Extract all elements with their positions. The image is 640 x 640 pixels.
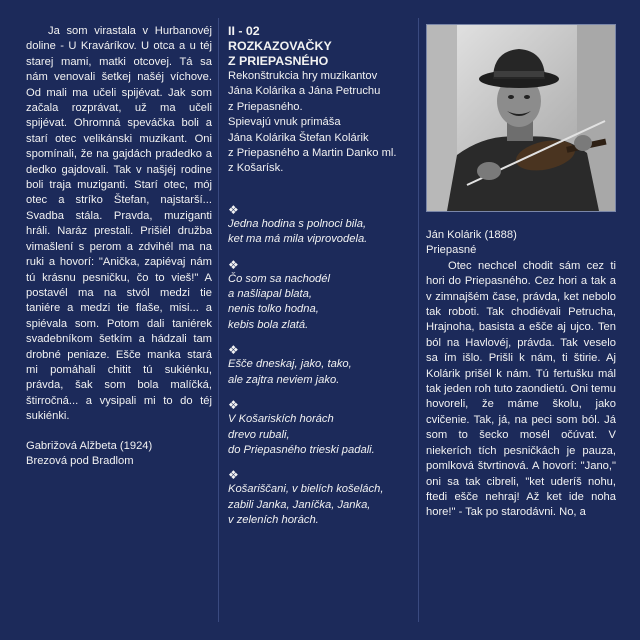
right-story: Otec nechcel chodit sám cez ti hori do Priepasného. Cez hori a tak a v zimnajšém čase, právda, ket nebolo tak roboti. Tak chodiévali Petrucha, Hrajnoha, basista a ešče aj ujco. Ten ból na Havlovéj, právda. Tak veselo sa ím išlo. Prišli k nám, ti štirie. Aj Kolárik prišél k nám. Tú fertušku mál tak jeden roh tuto zaondietú. Oni temu hovoreli, že máme školu, jako cvičenie. Tak, já, na peci som ból. Já som to šecko mosél očúvat. V niekerích tích pesničkách je pauza, pomlková štvrtinová. A hovorí: "Jano," oni sa tak cibreli, "ket uderíš nohu, ftedi ešče nehraj! Až ket ide noha hore!" - Tak po starodávni. No, a [426, 259, 616, 519]
verse-line: Košariščani, v bielích košelách, [228, 483, 384, 496]
description-line: Rekonštrukcia hry muzikantov [228, 70, 378, 82]
caption-name: Ján Kolárik (1888) [426, 229, 517, 241]
track-title-line1: ROZKAZOVAČKY [228, 39, 332, 53]
verse-line: Ešče dneskaj, jako, tako, [228, 358, 352, 371]
description-line: z Priepasného. [228, 100, 303, 113]
left-column [26, 24, 212, 469]
diamond-icon: ❖ [228, 398, 239, 413]
description-line: z Košarísk. [228, 162, 284, 175]
verse-line: Čo som sa nachodél [228, 272, 330, 285]
middle-column [228, 24, 412, 529]
verse-line: drevo rubali, [228, 428, 290, 441]
verse-1 [228, 217, 412, 248]
right-column [426, 24, 616, 521]
diamond-icon: ❖ [228, 468, 239, 483]
description-line: Spievajú vnuk primáša [228, 116, 341, 129]
signature-place: Brezová pod Bradlom [26, 454, 134, 467]
track-description [228, 69, 412, 177]
verse-line: kebis bola zlatá. [228, 318, 309, 331]
verse-5 [228, 482, 412, 528]
verse-3 [228, 357, 412, 388]
track-title-line2: Z PRIEPASNÉHO [228, 54, 329, 68]
track-id: II - 02 [228, 24, 260, 38]
column-divider-left [218, 18, 219, 622]
description-line: z Priepasného a Martin Danko ml. [228, 147, 397, 160]
verse-line: zabili Janka, Janíčka, Janka, [228, 498, 371, 511]
diamond-icon: ❖ [228, 257, 239, 272]
verse-line: v zeleních horách. [228, 514, 319, 527]
description-line: Jána Kolárika Štefan Kolárik [228, 131, 369, 144]
left-signature [26, 439, 212, 470]
diamond-icon: ❖ [228, 202, 239, 217]
diamond-icon: ❖ [228, 343, 239, 358]
verse-line: V Košariskích horách [228, 413, 334, 426]
verse-line: do Priepasného trieski padali. [228, 443, 375, 456]
signature-name: Gabrižová Alžbeta (1924) [26, 439, 153, 452]
verse-line: ale zajtra neviem jako. [228, 373, 340, 386]
verse-line: Jedna hodina s polnoci bila, [228, 217, 367, 230]
verse-line: a našliapal blata, [228, 288, 312, 301]
description-line: Jána Kolárika a Jána Petruchu [228, 85, 381, 98]
photo-caption [426, 228, 616, 259]
column-divider-right [418, 18, 419, 622]
verse-4 [228, 412, 412, 458]
left-paragraph: Ja som virastala v Hurbanovéj doline - U Kraváríkov. U otca a u téj starej mami, matki otcovej. Tá sa nám venovali šetkej našéj víchove. Od mali ma učeli spijévat. Jak som začala rozprávat, už ma učeli spijévat. Ohromná speváčka boli a starí otec velikánski muzikant. Oni spomínali, že na gajdách pradedko a dedko gajdovali. Tak v našjéj rodine boli traja muziganti. Starí otec, mój otec a stríko Štefan, najstarší... Svadba stála. Pravda, muziganti hráli. Naráz prestali. Prišiél družba vimašlení s perom a zdvihél ma na ruki a hovorí: "Anička, zapiévaj nám tú krásnu pesničku, čo to vieš!" A postavél ma na stvól medzi tie taniére a medzi tie flaše, misi... a spiévala som. Potom dali taniérek svadebníkom šetkím a hádzali tam drobné peniaze. Ešče manka stará mi pomáhali chitit tú sukiénku, právda, šak som bola malíčká, štirročná... a vysipali mi to do téj sukiénki. [26, 25, 212, 423]
verse-line: ket ma má mila viprovodela. [228, 233, 368, 246]
verse-2 [228, 272, 412, 334]
violinist-portrait-image [427, 25, 615, 211]
caption-place: Priepasné [426, 244, 477, 257]
portrait-photo [426, 24, 616, 212]
verse-line: nenis tolko hodna, [228, 303, 319, 316]
